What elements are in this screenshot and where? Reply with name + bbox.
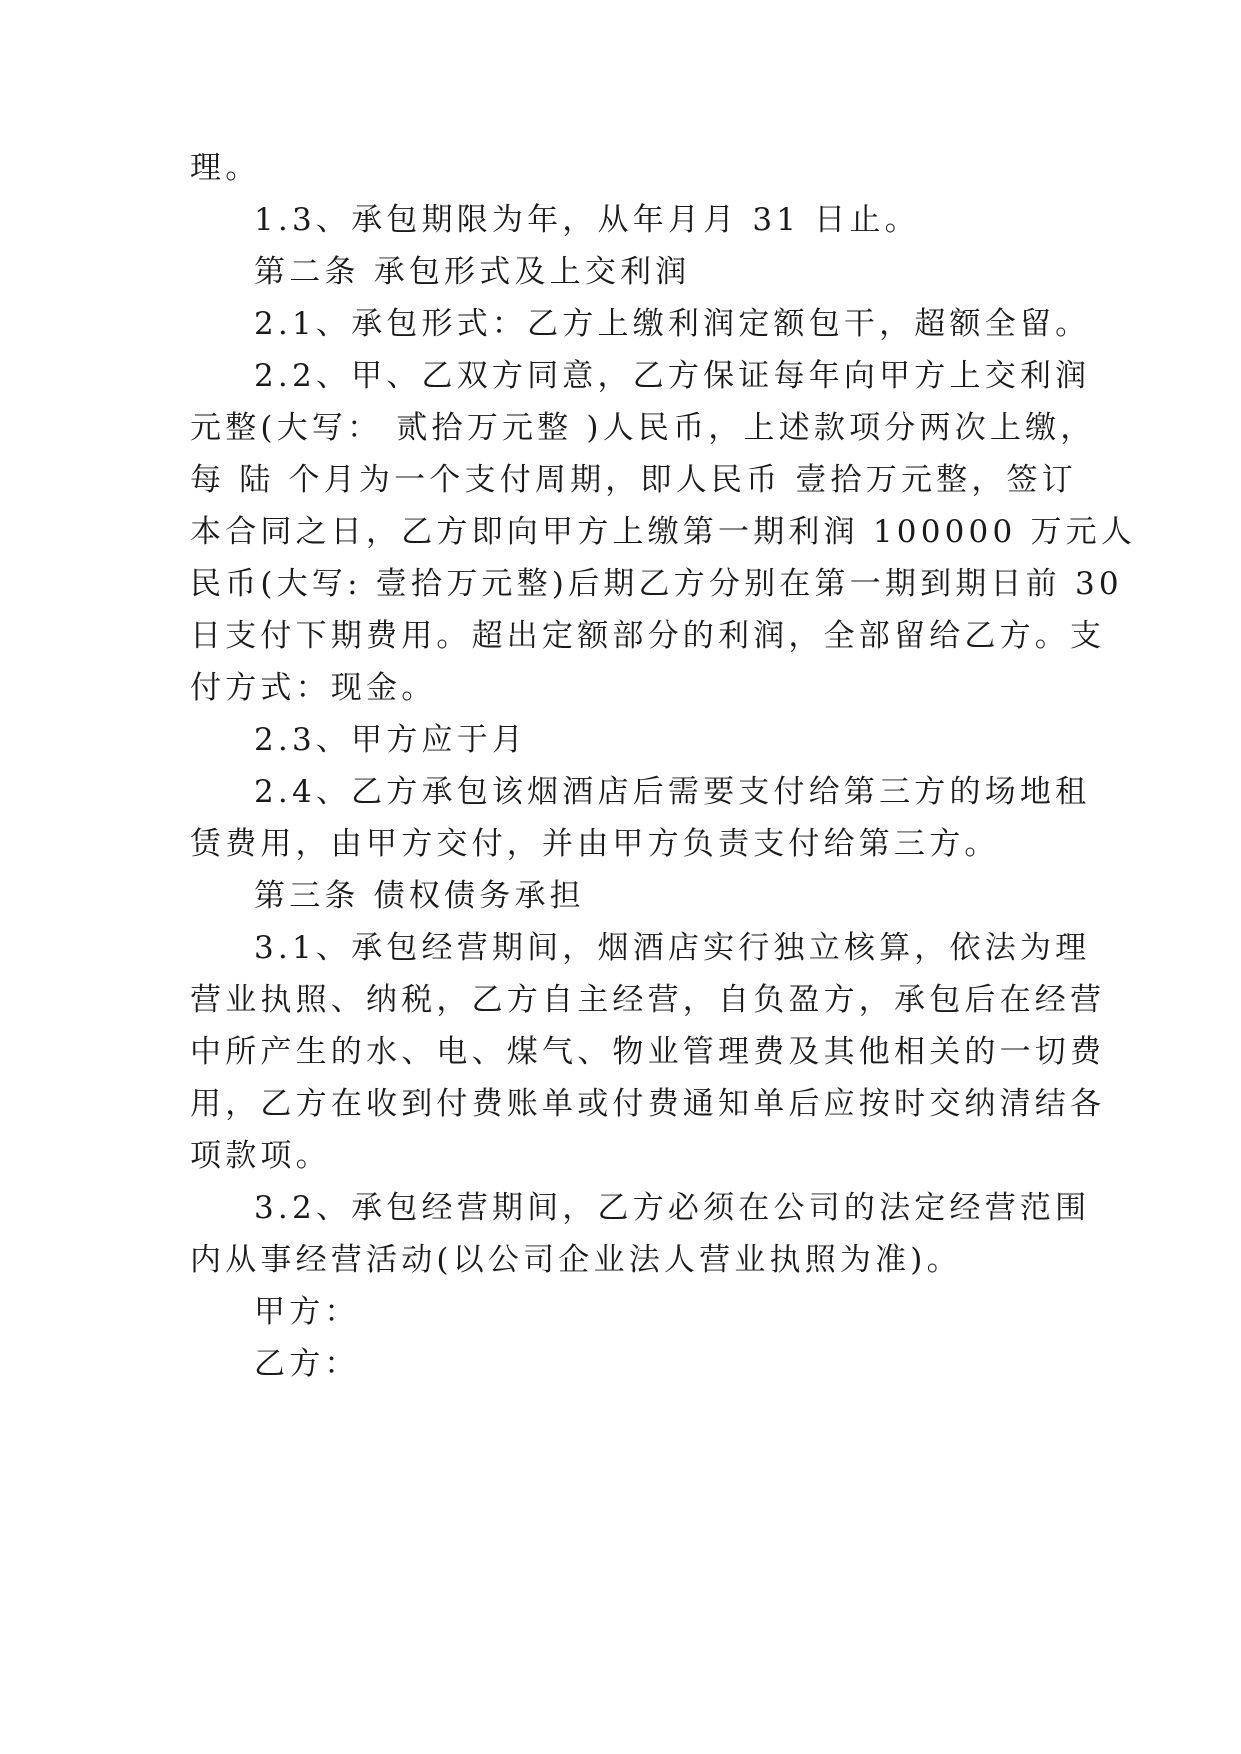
section-heading: 第三条 债权债务承担 [254,878,585,914]
text-line: 赁费用，由甲方交付，并由甲方负责支付给第三方。 [190,826,1000,862]
text-line: 项款项。 [190,1138,331,1174]
text-line: 2.1、承包形式：乙方上缴利润定额包干，超额全留。 [254,306,1091,342]
text-line: 理。 [190,150,261,186]
text-line: 3.2、承包经营期间，乙方必须在公司的法定经营范围 [254,1190,1091,1226]
text-line: 每 陆 个月为一个支付周期，即人民币 壹拾万元整，签订 [190,462,1077,498]
text-line: 3.1、承包经营期间，烟酒店实行独立核算，依法为理 [254,930,1091,966]
text-line: 2.3、甲方应于月 [254,722,528,758]
text-line: 中所产生的水、电、煤气、物业管理费及其他相关的一切费 [190,1034,1106,1070]
text-line: 用，乙方在收到付费账单或付费通知单后应按时交纳清结各 [190,1086,1106,1122]
text-line: 营业执照、纳税，乙方自主经营，自负盈方，承包后在经营 [190,982,1106,1018]
text-line: 付方式：现金。 [190,670,437,706]
text-line: 元整(大写： 贰拾万元整 )人民币，上述款项分两次上缴， [190,410,1096,446]
text-line: 内从事经营活动(以公司企业法人营业执照为准)。 [190,1242,962,1278]
party-a-signature-label: 甲方： [254,1294,360,1330]
text-line: 2.2、甲、乙双方同意，乙方保证每年向甲方上交利润 [254,358,1091,394]
text-line: 1.3、承包期限为年，从年月月 31 日止。 [254,202,920,238]
text-line: 民币(大写: 壹拾万元整)后期乙方分别在第一期到期日前 30 [190,566,1123,602]
text-line: 2.4、乙方承包该烟酒店后需要支付给第三方的场地租 [254,774,1091,810]
section-heading: 第二条 承包形式及上交利润 [254,254,691,290]
text-line: 本合同之日，乙方即向甲方上缴第一期利润 100000 万元人 [190,514,1137,550]
party-b-signature-label: 乙方： [254,1346,360,1382]
text-line: 日支付下期费用。超出定额部分的利润，全部留给乙方。支 [190,618,1106,654]
